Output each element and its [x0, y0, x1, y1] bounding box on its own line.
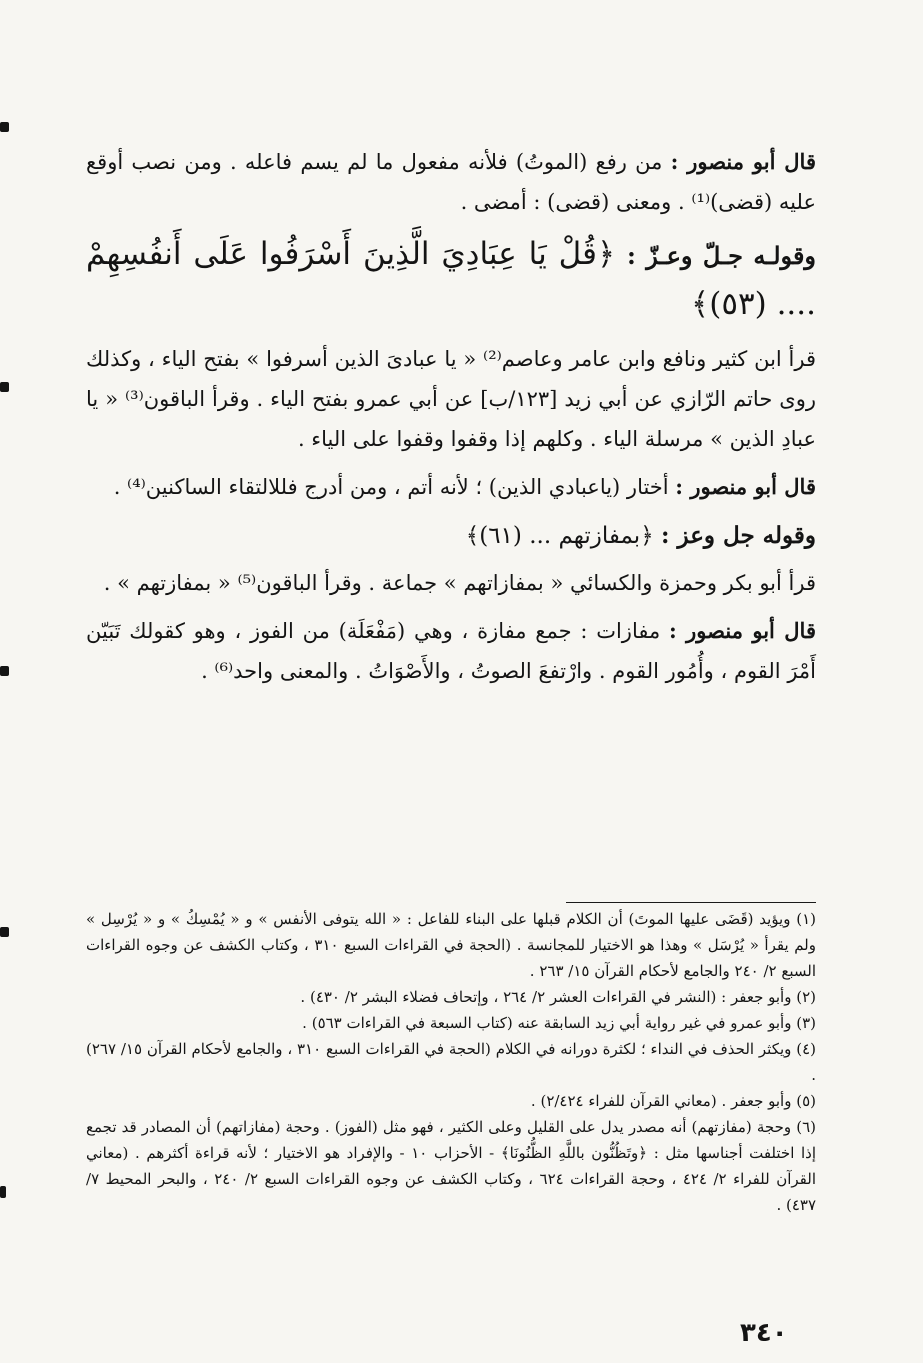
quran-verse: ﴿قُلْ يَا عِبَادِيَ الَّذِينَ أَسْرَفُوا عَلَى أَنفُسِهِمْ .... (٥٣)﴾	[86, 236, 816, 322]
paragraph-text: قرأ ابن كثير ونافع وابن عامر وعاصم⁽²⁾ « يا عبادىَ الذين أسرفوا » بفتح الياء ، وكذلك روى حاتم الرّازي عن أبي زيد [١٢٣/ب] عن أبي عمرو بفتح الياء . وقرأ الباقون⁽³⁾ « يا عبادِ الذين » مرسلة الياء . وكلهم إذا وقفوا وقفوا على الياء .	[86, 347, 817, 451]
quran-verse: ﴿بمفازتهم ... (٦١)﴾	[465, 523, 661, 549]
footnote: (١) ويؤيد (قَضَى عليها الموتَ) أن الكلام قبلها على البناء للفاعل : « الله يتوفى الأنفس » و « يُمْسِكُ » و « يُرْسِل » ولم يقرأ « يُرْسَل » وهذا هو الاختيار للمجانسة . (الحجة في القراءات السبع ٣١٠ ، وكتاب الكشف عن وجوه القراءات السبع ٢/ ٢٤٠ والجامع لأحكام القرآن ١٥/ ٢٦٣ .	[86, 910, 816, 980]
footnotes	[86, 906, 816, 1218]
paragraph-lead: قال أبو منصور :	[669, 618, 816, 643]
verse-lead: وقولـه جـلّ وعـزّ :	[627, 241, 817, 270]
paragraph-5	[86, 611, 816, 691]
paragraph-text: أختار (ياعبادي الذين) ؛ لأنه أتم ، ومن أدرج فللالتقاء الساكنين⁽⁴⁾ .	[113, 475, 676, 499]
margin-mark	[0, 1186, 6, 1198]
verse-heading-2	[86, 515, 816, 557]
main-text	[86, 142, 816, 699]
paragraph-2	[86, 339, 816, 459]
footnote: (٦) وحجة (مفازتهم) أنه مصدر يدل على القليل وعلى الكثير ، فهو مثل (الفوز) . وحجة (مفازاتهم) أن المصادر قد تجمع إذا اختلفت أجناسها مثل : ﴿وتَظُنُّون باللَّهِ الظُّنُونَا﴾ - الأحزاب ١٠ - والإفراد هو الاختيار ؛ لأنه قراءة أكثرهم . (معاني القرآن للفراء ٢/ ٤٢٤ ، وحجة القراءات ٦٢٤ ، وكتاب الكشف عن وجوه القراءات السبع ٢/ ٢٤٠ ، والبحر المحيط ٧/ ٤٣٧) .	[86, 1118, 816, 1214]
paragraph-4	[86, 563, 816, 603]
paragraph-text: قرأ أبو بكر وحمزة والكسائي « بمفازاتهم » جماعة . وقرأ الباقون⁽⁵⁾ « بمفازتهم » .	[103, 571, 816, 595]
paragraph-text: من رفع (الموتُ) فلأنه مفعول ما لم يسم فاعله . ومن نصب أوقع عليه (قضى)⁽¹⁾ . ومعنى (قضى) : أمضى .	[86, 150, 816, 214]
margin-mark	[0, 382, 9, 392]
footnote: (٥) وأبو جعفر . (معاني القرآن للفراء ٢/٤٢٤) .	[530, 1092, 816, 1110]
paragraph-lead: قال أبو منصور :	[675, 474, 816, 499]
verse-lead: وقوله جل وعز :	[661, 522, 816, 549]
paragraph-3	[86, 467, 816, 507]
paragraph-lead: قال أبو منصور :	[670, 149, 816, 174]
margin-mark	[0, 122, 9, 132]
margin-mark	[0, 666, 9, 676]
paragraph-text: مفازات : جمع مفازة ، وهي (مَفْعَلَة) من الفوز ، وهو كقولك تَبَيّن أَمْرَ القوم ، وأُمُور القوم . وارْتفعَ الصوتُ ، والأَصْوَاتُ . والمعنى واحد⁽⁶⁾ .	[86, 619, 816, 683]
footnote: (٤) ويكثر الحذف في النداء ؛ لكثرة دورانه في الكلام (الحجة في القراءات السبع ٣١٠ ، والجامع لأحكام القرآن ١٥/ ٢٦٧) .	[86, 1040, 816, 1084]
verse-heading-1	[86, 230, 816, 329]
footnote-divider	[566, 902, 816, 903]
margin-mark	[0, 927, 9, 937]
footnote: (٢) وأبو جعفر : (النشر في القراءات العشر ٢/ ٢٦٤ ، وإتحاف فضلاء البشر ٢/ ٤٣٠) .	[300, 988, 816, 1006]
footnote: (٣) وأبو عمرو في غير رواية أبي زيد السابقة عنه (كتاب السبعة في القراءات ٥٦٣) .	[302, 1014, 816, 1032]
paragraph-1	[86, 142, 816, 222]
page-number: ٣٤٠	[740, 1318, 788, 1348]
